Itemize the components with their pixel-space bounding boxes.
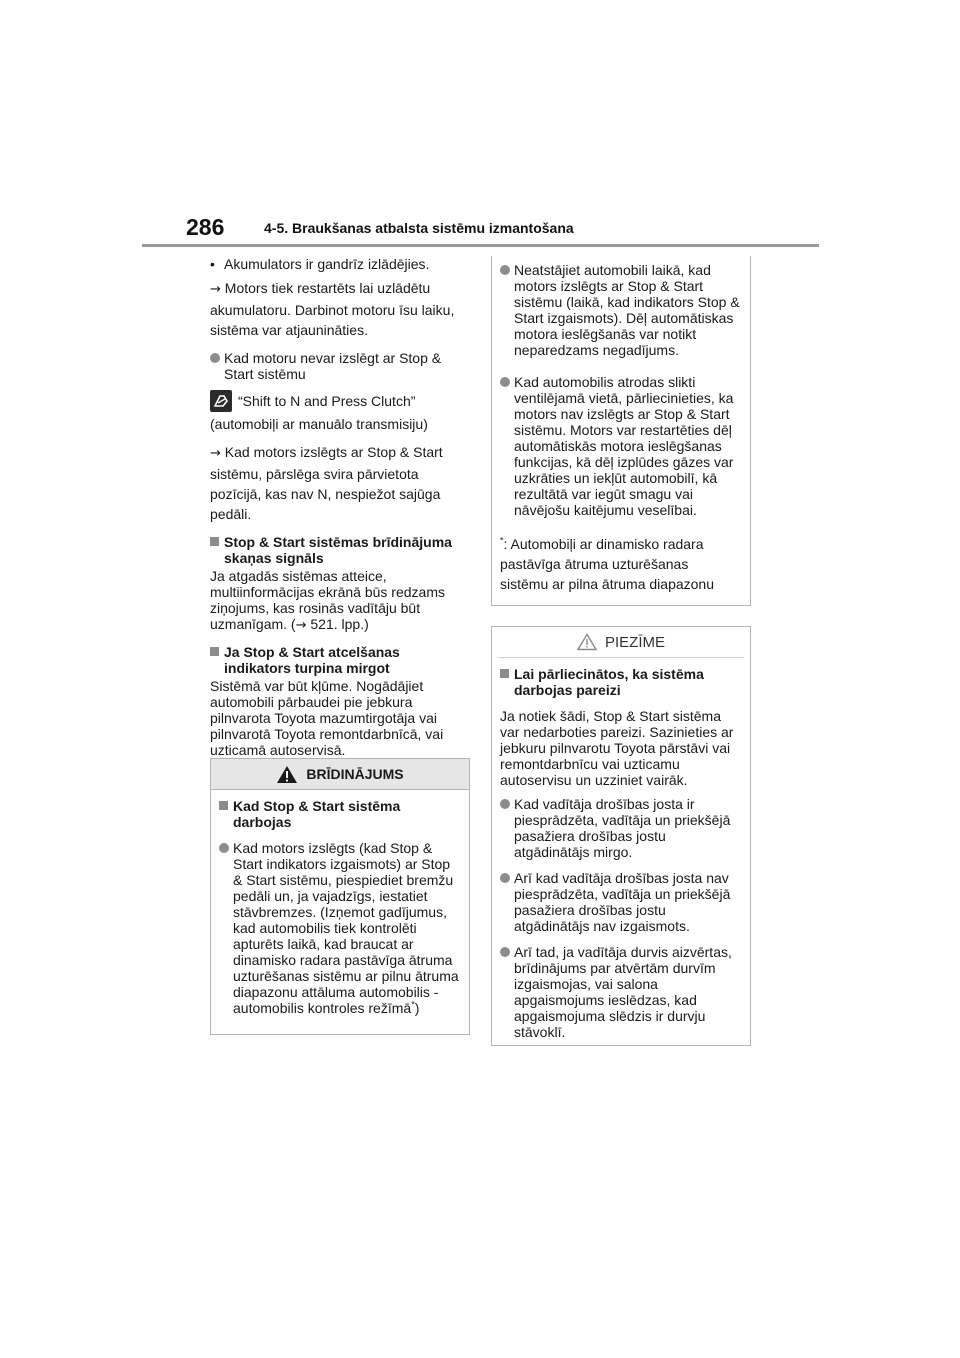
subheading	[219, 798, 459, 830]
circle-item-text: Neatstājiet automobili laikā, kad motors izslēgts ar Stop & Start sistēmu (laikā, kad indikators Stop & Start izgaismots). Dēļ automātiskas motora ieslēgšanās var notikt neparedzams negadījums.	[514, 262, 740, 358]
subheading-text: Lai pārliecinātos, ka sistēma darbojas pareizi	[514, 666, 704, 698]
header-divider	[142, 244, 819, 247]
subheading-text: Ja Stop & Start atcelšanas indikators turpina mirgot	[224, 644, 400, 676]
note-box	[491, 626, 751, 1046]
footnote-mark: *	[411, 999, 415, 1010]
bullet-text: Akumulators ir gandrīz izlādējies.	[224, 256, 430, 272]
message-text: “Shift to N and Press Clutch”	[238, 393, 416, 409]
caution-triangle-icon	[577, 633, 597, 651]
section-title: 4-5. Braukšanas atbalsta sistēmu izmantošana	[264, 220, 574, 236]
circle-bullet-icon	[500, 799, 510, 809]
list-item	[500, 796, 740, 860]
arrow-icon: →	[210, 446, 221, 461]
circle-item-text: Kad vadītāja drošības josta ir piesprādzēta, vadītāja un priekšējā pasažiera drošības jostu atgādinātājs mirgo.	[514, 796, 731, 860]
circle-bullet-icon	[219, 843, 229, 853]
result-text-body: Kad motors izslēgts ar Stop & Start sistēmu, pārslēga svira pārvietota pozīcijā, kas nav N, nespiežot sajūga pedāli.	[210, 444, 443, 522]
list-item	[500, 262, 740, 358]
square-bullet-icon	[219, 801, 228, 810]
message-note: (automobiļi ar manuālo transmisiju)	[210, 416, 428, 432]
subheading	[500, 666, 740, 698]
circle-item-text: Arī tad, ja vadītāja durvis aizvērtas, brīdinājums par atvērtām durvīm izgaismojas, vai salona apgaismojums ieslēdzas, kad apgaismojuma slēdzis ir durvju stāvoklī.	[514, 944, 732, 1040]
list-item	[210, 350, 468, 382]
result-text	[210, 442, 468, 524]
closing-paren: )	[414, 1000, 420, 1016]
list-item	[210, 256, 468, 272]
subheading-text: Stop & Start sistēmas brīdinājuma skaņas signāls	[224, 534, 452, 566]
note-header	[498, 627, 744, 658]
paragraph: Sistēmā var būt kļūme. Nogādājiet automobili pārbaudei pie jebkura pilnvarota Toyota mazumtirgotāja vai pilnvarotā Toyota remontdarbnīcā, vai uzticamā autoservisā.	[210, 678, 444, 758]
square-bullet-icon	[500, 669, 509, 678]
page-header	[142, 212, 819, 248]
warning-box	[210, 758, 470, 1035]
circle-item-text: Kad motoru nevar izslēgt ar Stop & Start sistēmu	[224, 350, 442, 382]
paragraph: Ja notiek šādi, Stop & Start sistēma var nedarboties pareizi. Sazinieties ar jebkuru pilnvarotu Toyota pārstāvi vai remontdarbnīcu vai uzticamu autoservisu un uzziniet vairāk.	[500, 708, 734, 788]
left-column	[210, 256, 468, 758]
list-item	[219, 840, 459, 1016]
result-text	[210, 278, 468, 340]
paragraph-text: Ja atgadās sistēmas atteice, multiinformācijas ekrānā būs redzams ziņojums, kas rosinās vadītāju būt uzmanīgam. (	[210, 568, 445, 632]
page-number: 286	[186, 214, 225, 240]
note-title: PIEZĪME	[604, 633, 665, 651]
result-text-body: Motors tiek restartēts lai uzlādētu akumulatoru. Darbinot motoru īsu laiku, sistēma var atjaunināties.	[210, 280, 455, 338]
bullet-dot: •	[210, 256, 215, 272]
subheading	[210, 534, 468, 566]
warning-header	[211, 759, 469, 790]
circle-bullet-icon	[500, 947, 510, 957]
circle-bullet-icon	[500, 265, 510, 275]
circle-item-text: Kad motors izslēgts (kad Stop & Start indikators izgaismots) ar Stop & Start sistēmu, piespiediet bremžu pedāli un, ja vajadzīgs, iestatiet stāvbremzes. (Izņemot gadījumus, kad automobilis tiek kontrolēti apturēts laikā, kad braucat ar dinamisko radara pastāvīga ātruma uzturēšanas sistēmu ar pilnu ātruma diapazonu attāluma automobilis - automobilis kontroles režīmā	[233, 840, 459, 1016]
list-item	[500, 870, 740, 934]
message-line	[210, 390, 468, 412]
list-item	[500, 944, 740, 1040]
circle-item-text: Kad automobilis atrodas slikti ventilējamā vietā, pārliecinieties, ka motors nav izslēgts ar Stop & Start sistēmu. Motors var restartēties dēļ automātiskās motora ieslēgšanas funkcijas, kā dēļ izplūdes gāzes var uzkrāties un iekļūt automobilī, kā rezultātā var iegūt smagu vai nāvējošu kaitējumu veselībai.	[514, 374, 734, 518]
circle-bullet-icon	[500, 377, 510, 387]
square-bullet-icon	[210, 647, 219, 656]
footnote-mark: *	[500, 535, 504, 546]
square-bullet-icon	[210, 537, 219, 546]
footnote	[500, 534, 740, 594]
circle-bullet-icon	[210, 353, 220, 363]
list-item	[500, 374, 740, 518]
paragraph	[210, 568, 468, 634]
arrow-icon: →	[210, 282, 221, 297]
clutch-warning-icon	[210, 390, 232, 412]
subheading-text: Kad Stop & Start sistēma darbojas	[233, 798, 401, 830]
warning-title: BRĪDINĀJUMS	[306, 766, 404, 782]
warning-box-continued	[491, 256, 751, 606]
arrow-icon: →	[295, 618, 307, 633]
footnote-text: : Automobiļi ar dinamisko radara pastāvīga ātruma uzturēšanas sistēmu ar pilna ātruma diapazonu	[500, 536, 715, 592]
circle-item-text: Arī kad vadītāja drošības josta nav piesprādzēta, vadītāja un priekšējā pasažiera drošības jostu atgādinātājs nav izgaismots.	[514, 870, 731, 934]
warning-triangle-icon	[276, 765, 298, 784]
circle-bullet-icon	[500, 873, 510, 883]
page-reference: 521. lpp.)	[306, 616, 369, 632]
subheading	[210, 644, 468, 676]
